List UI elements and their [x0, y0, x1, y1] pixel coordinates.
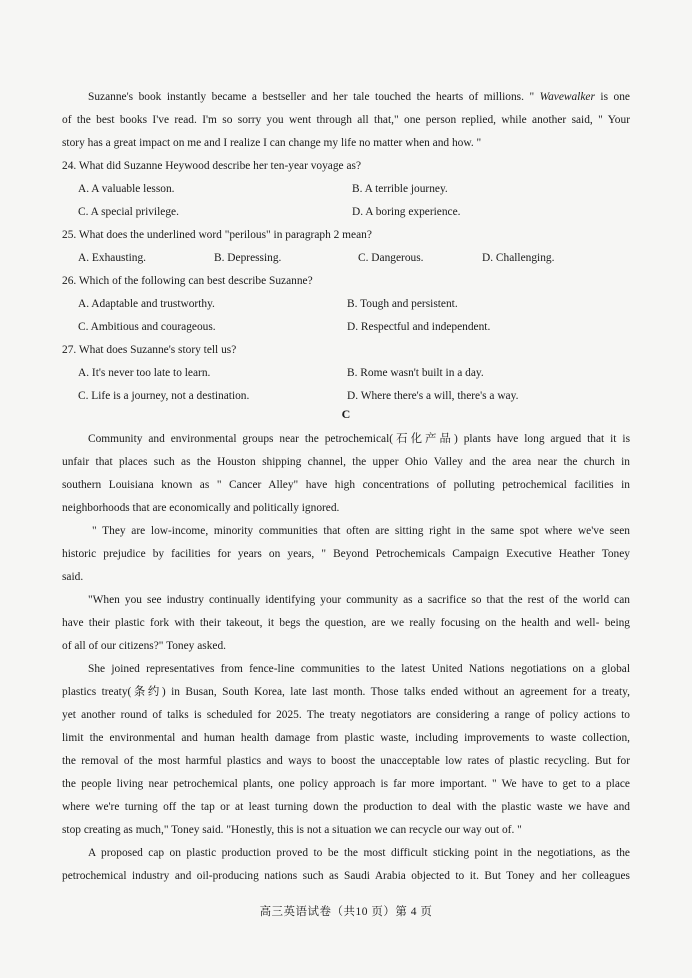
q25-option-c: C. Dangerous.: [358, 252, 424, 264]
c-p3-line-2: have their plastic fork with their takeout, it begs the question, are we really focusing on the health and well- being: [62, 617, 630, 629]
question-26-stem: 26. Which of the following can best describe Suzanne?: [62, 275, 313, 287]
c-p3-line-1: "When you see industry continually identifying your community as a sacrifice so that the rest of the world can: [88, 594, 630, 606]
c-p4-line-6: the people living near petrochemical plants, one policy approach is far more important. " We have to get to a place: [62, 778, 630, 790]
c-p1-line-1: Community and environmental groups near the petrochemical(石化产品) plants have long argued that it is: [88, 433, 630, 445]
c-p4-line-4: limit the environmental and human health damage from plastic waste, including improvements to waste collection,: [62, 732, 630, 744]
c-p1-line-4: neighborhoods that are economically and politically ignored.: [62, 502, 340, 514]
c-p4-line-7: where we're turning off the tap or at least turning down the production to deal with the plastic waste we have and: [62, 801, 630, 813]
c-p4-line-1: She joined representatives from fence-line communities to the latest United Nations negotiations on a global: [88, 663, 630, 675]
q24-option-c: C. A special privilege.: [78, 206, 179, 218]
q24-option-b: B. A terrible journey.: [352, 183, 448, 195]
c-p3-line-3: of all of our citizens?" Toney asked.: [62, 640, 227, 652]
q27-option-d: D. Where there's a will, there's a way.: [347, 390, 519, 402]
c-p5-line-1: A proposed cap on plastic production proved to be the most difficult sticking point in the negotiations, as the: [88, 847, 630, 859]
q25-option-b: B. Depressing.: [214, 252, 282, 264]
c-p5-line-2: petrochemical industry and oil-producing nations such as Saudi Arabia objected to it. But Toney and her colleagues: [62, 870, 630, 882]
c-p2-line-3: said.: [62, 571, 84, 583]
q24-option-a: A. A valuable lesson.: [78, 183, 175, 195]
q27-option-b: B. Rome wasn't built in a day.: [347, 367, 484, 379]
q26-option-d: D. Respectful and independent.: [347, 321, 491, 333]
question-27-stem: 27. What does Suzanne's story tell us?: [62, 344, 237, 356]
question-25-stem: 25. What does the underlined word "perilous" in paragraph 2 mean?: [62, 229, 372, 241]
passage-b-line-3: story has a great impact on me and I realize I can change my life no matter when and how. ": [62, 137, 482, 149]
question-24-stem: 24. What did Suzanne Heywood describe her ten-year voyage as?: [62, 160, 361, 172]
c-p1-line-3: southern Louisiana known as " Cancer Alley" have high concentrations of polluting petrochemical facilities in: [62, 479, 630, 491]
passage-b-line-2: of the best books I've read. I'm so sorry you went through all that," one person replied, while another said, " Your: [62, 114, 630, 126]
q27-option-a: A. It's never too late to learn.: [78, 367, 211, 379]
c-p4-line-5: the removal of the most harmful plastics and ways to boost the unacceptable low rates of plastic recycling. But for: [62, 755, 630, 767]
section-c-heading: C: [341, 407, 351, 421]
c-p4-line-3: yet another round of talks is scheduled for 2025. The treaty negotiators are considering a range of policy actions to: [62, 709, 630, 721]
q26-option-c: C. Ambitious and courageous.: [78, 321, 216, 333]
q26-option-a: A. Adaptable and trustworthy.: [78, 298, 215, 310]
page-footer: 高三英语试卷（共10 页）第 4 页: [259, 906, 433, 918]
q25-option-d: D. Challenging.: [482, 252, 555, 264]
q24-option-d: D. A boring experience.: [352, 206, 461, 218]
q26-option-b: B. Tough and persistent.: [347, 298, 458, 310]
c-p2-line-2: historic prejudice by facilities for years on years, " Beyond Petrochemicals Campaign Executive Heather Toney: [62, 548, 630, 560]
c-p1-line-2: unfair that places such as the Houston shipping channel, the upper Ohio Valley and the area near the church in: [62, 456, 630, 468]
q25-option-a: A. Exhausting.: [78, 252, 147, 264]
c-p4-line-2: plastics treaty(条约) in Busan, South Korea, late last month. Those talks ended without an agreement for a treaty,: [62, 686, 630, 698]
passage-b-line-1: Suzanne's book instantly became a bestseller and her tale touched the hearts of millions. " Wavewalker is one: [88, 91, 630, 103]
q27-option-c: C. Life is a journey, not a destination.: [78, 390, 250, 402]
c-p4-line-8: stop creating as much," Toney said. "Honestly, this is not a situation we can recycle our way out of. ": [62, 824, 522, 836]
c-p2-line-1: " They are low-income, minority communities that often are sitting right in the same spot where we've seen: [92, 525, 630, 537]
